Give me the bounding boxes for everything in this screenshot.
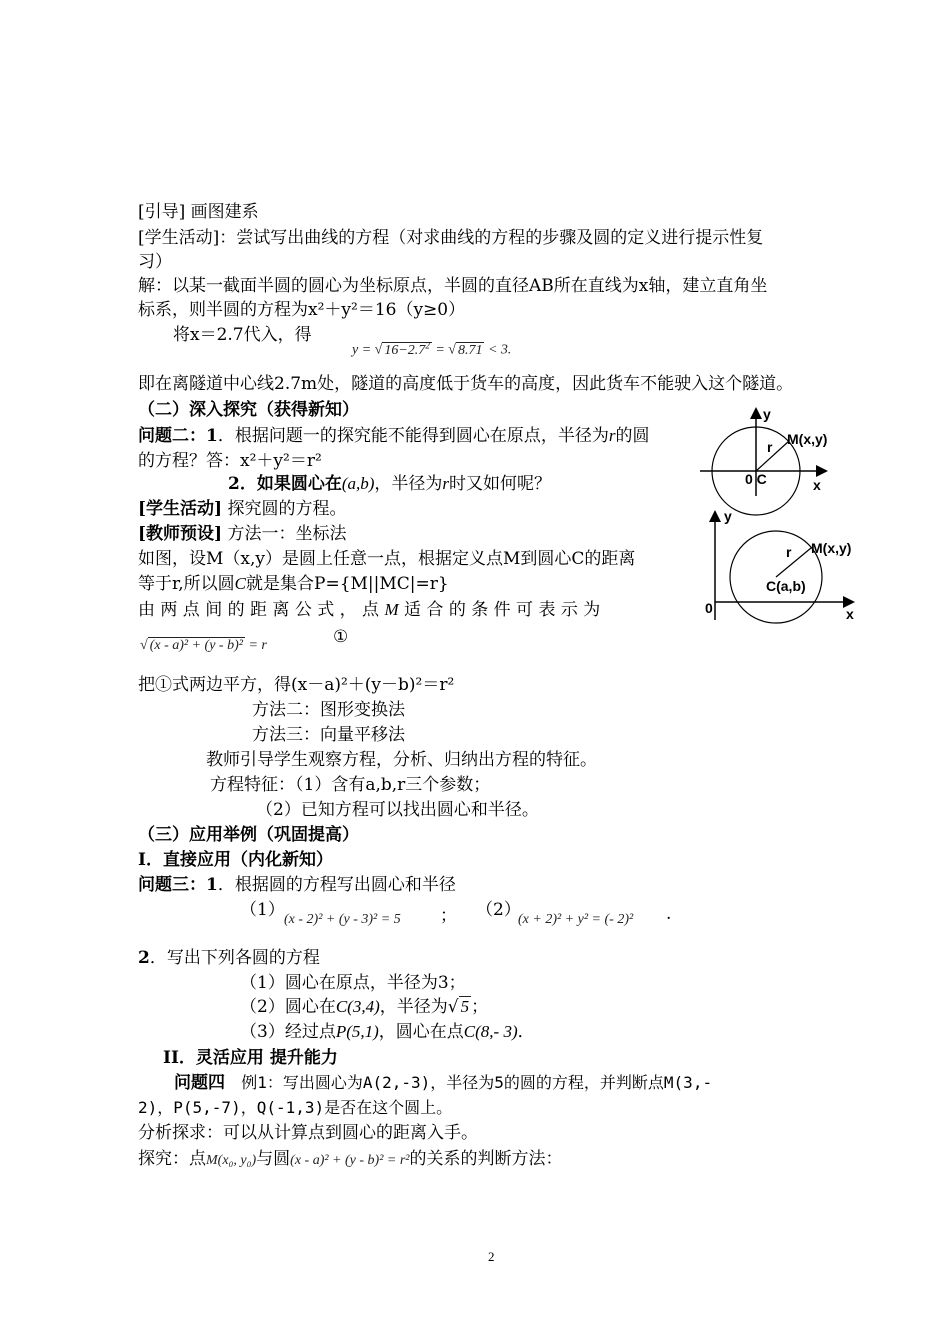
text-line: [学生活动] 探究圆的方程。 bbox=[138, 499, 347, 519]
section-heading: I．直接应用（内化新知） bbox=[138, 850, 333, 870]
text-line: （2） bbox=[476, 900, 521, 920]
text-line: [引导] 画图建系 bbox=[138, 202, 259, 222]
text-line: 如图，设M（x,y）是圆上任意一点，根据定义点M到圆心C的距离 bbox=[138, 549, 636, 569]
text-line: 习） bbox=[138, 252, 172, 272]
origin-label: 0 C bbox=[745, 471, 767, 487]
x-axis-label: x bbox=[846, 606, 854, 622]
text-line: 问题四 例1：写出圆心为A(2,-3)，半径为5的圆的方程，并判断点M(3,- bbox=[174, 1073, 713, 1093]
text-line: 方法二：图形变换法 bbox=[252, 700, 405, 720]
section-heading: （二）深入探究（获得新知） bbox=[138, 400, 359, 420]
section-heading: （三）应用举例（巩固提高） bbox=[138, 825, 359, 845]
radius-line bbox=[776, 548, 811, 577]
text-line: 即在离隧道中心线2.7m处，隧道的高度低于货车的高度，因此货车不能驶入这个隧道。 bbox=[138, 374, 794, 394]
text-line: 的方程？答：x²＋y²＝r² bbox=[138, 451, 322, 471]
text-line: 问题二：1．根据问题一的探究能不能得到圆心在原点，半径为r的圆 bbox=[138, 426, 650, 446]
equation-2: (x + 2)² + y² = (- 2)² bbox=[518, 912, 634, 927]
text-line: 解：以某一截面半圆的圆心为坐标原点，半圆的直径AB所在直线为x轴，建立直角坐 bbox=[138, 276, 768, 296]
origin-label: 0 bbox=[705, 600, 713, 616]
equation-sqrt: y = √ $16-2.7^2$ = √ 8.71 < 3. bbox=[352, 340, 512, 358]
text-line: （2）圆心在C(3,4)，半径为√ 5 ； bbox=[240, 997, 489, 1017]
text-line: 由 两 点 间 的 距 离 公 式 ， 点 M 适 合 的 条 件 可 表 示 为 bbox=[138, 600, 601, 620]
text-line: （3）经过点P(5,1)，圆心在点C(8,- 3)． bbox=[240, 1022, 535, 1042]
text-line: 分析探求：可以从计算点到圆心的距离入手。 bbox=[138, 1123, 478, 1143]
center-label: C(a,b) bbox=[766, 578, 806, 594]
point-label: M(x,y) bbox=[811, 540, 852, 556]
y-axis-label: y bbox=[763, 406, 771, 422]
y-axis-label: y bbox=[724, 508, 732, 524]
equation-1: (x - 2)² + (y - 3)² = 5 bbox=[284, 912, 401, 927]
text-line: （1） bbox=[240, 900, 285, 920]
circled-one: ① bbox=[333, 627, 349, 647]
text-line: 教师引导学生观察方程，分析、归纳出方程的特征。 bbox=[206, 750, 597, 770]
section-heading: II．灵活应用 提升能力 bbox=[163, 1048, 338, 1068]
text-line: . bbox=[666, 904, 672, 924]
radius-label: r bbox=[786, 544, 792, 560]
text-line: 方程特征：（1）含有a,b,r三个参数； bbox=[210, 775, 491, 795]
text-line: 2．写出下列各圆的方程 bbox=[138, 948, 320, 968]
text-line: 把①式两边平方，得(x－a)²＋(y－b)²＝r² bbox=[138, 675, 455, 695]
figure-circle-shifted bbox=[700, 505, 860, 625]
equation-distance: √ (x - a)² + (y - b)² = r bbox=[140, 638, 267, 653]
text-line: 2)，P(5,-7)，Q(-1,3)是否在这个圆上。 bbox=[138, 1098, 453, 1117]
page-number: 2 bbox=[488, 1249, 495, 1264]
text-line: 标系，则半圆的方程为x²＋y²＝16（y≥0） bbox=[138, 300, 466, 320]
text-line: 方法三：向量平移法 bbox=[252, 725, 405, 745]
radius-line bbox=[756, 441, 789, 471]
text-line: （1）圆心在原点，半径为3； bbox=[240, 973, 466, 993]
x-axis-label: x bbox=[813, 477, 821, 493]
text-line: 等于r,所以圆C就是集合P={M||MC|=r} bbox=[138, 574, 449, 594]
radius-label: r bbox=[767, 439, 773, 455]
figure-circle-origin bbox=[695, 400, 845, 500]
text-line: [教师预设] 方法一：坐标法 bbox=[138, 524, 347, 544]
text-line: [学生活动]：尝试写出曲线的方程（对求曲线的方程的步骤及圆的定义进行提示性复 bbox=[138, 228, 764, 248]
text-line: 问题三：1．根据圆的方程写出圆心和半径 bbox=[138, 875, 456, 895]
text-line: 2．如果圆心在(a,b)，半径为r时又如何呢？ bbox=[228, 474, 552, 494]
text-line: ； bbox=[440, 906, 457, 926]
text-line: 将x＝2.7代入，得 bbox=[173, 325, 312, 345]
point-label: M(x,y) bbox=[787, 431, 828, 447]
text-line: （2）已知方程可以找出圆心和半径。 bbox=[256, 800, 539, 820]
text-line: 探究：点M(x₀, y₀)与圆(x - a)² + (y - b)² = r²的关系的判断方法： bbox=[138, 1149, 563, 1169]
